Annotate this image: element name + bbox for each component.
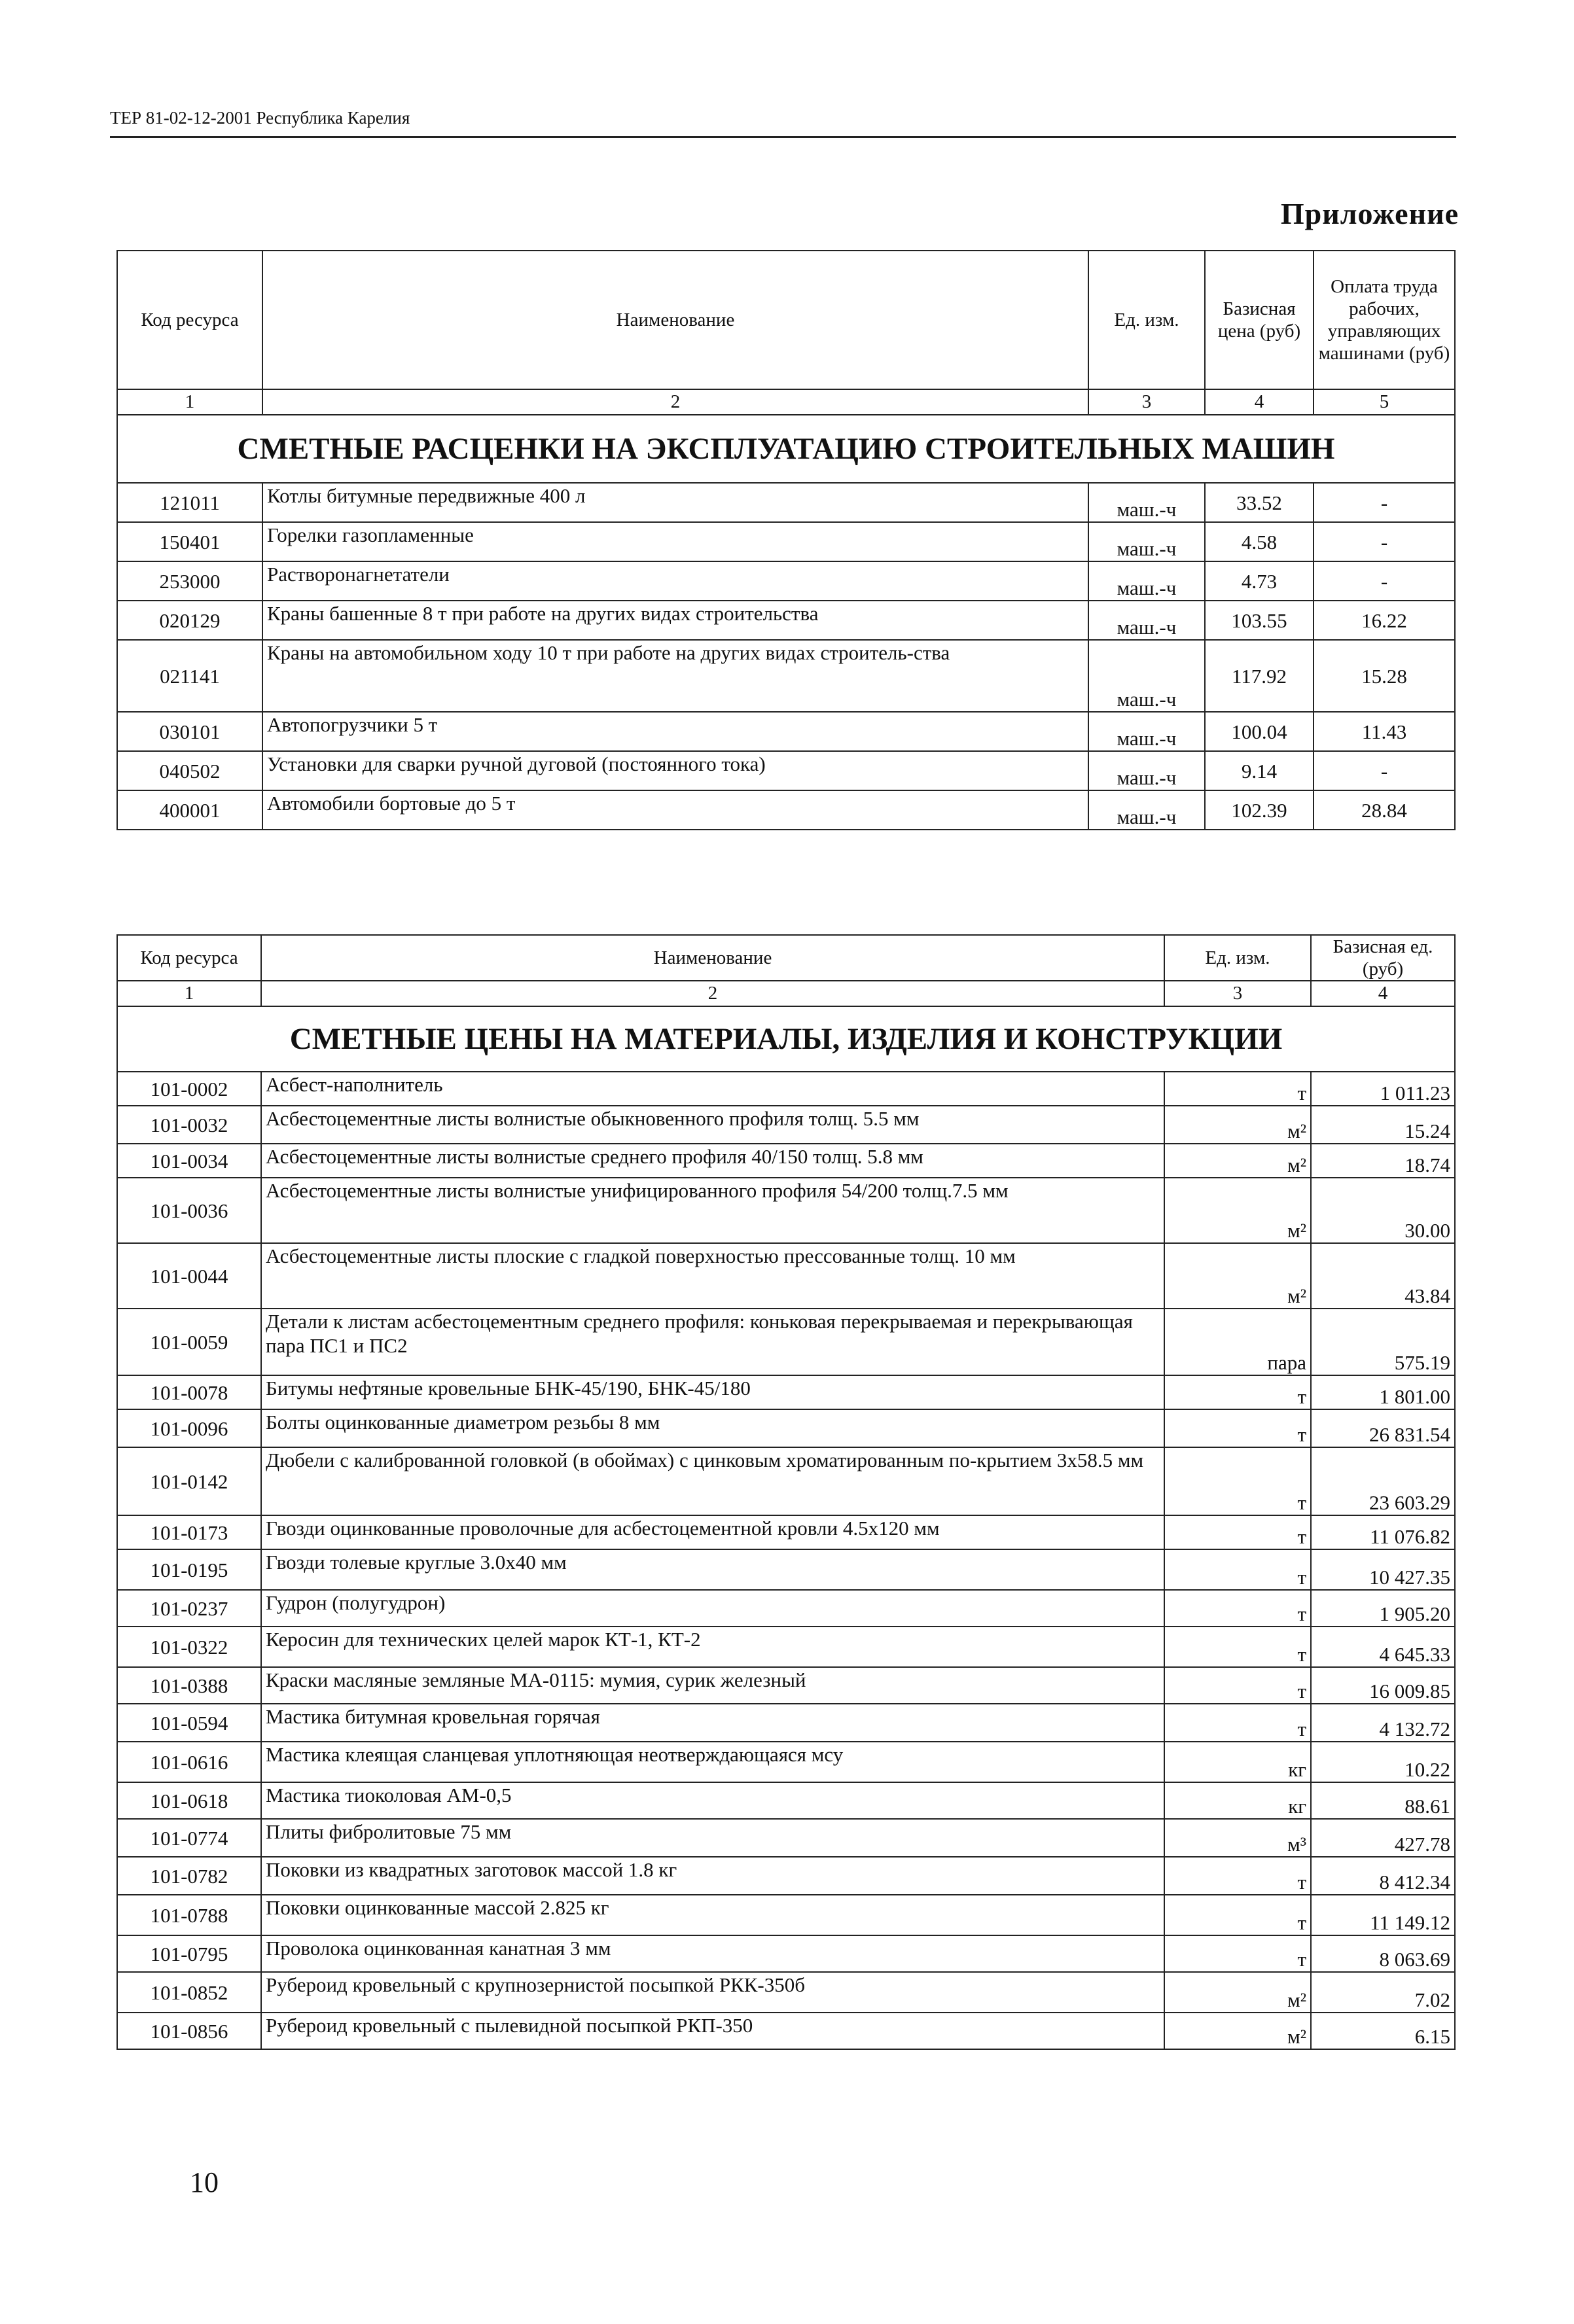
resource-unit: маш.-ч [1088,522,1205,561]
resource-code: 040502 [117,751,262,790]
header-unit: Ед. изм. [1164,935,1311,981]
material-unit: т [1164,1627,1311,1667]
table-row [117,1144,1455,1178]
material-price: 43.84 [1311,1243,1455,1309]
material-name: Мастика тиоколовая АМ-0,5 [261,1782,1164,1819]
header-price: Базисная цена (руб) [1205,251,1314,389]
machines-column-numbers [117,389,1455,415]
resource-name: Краны на автомобильном ходу 10 т при работе на других видах строитель-ства [262,640,1088,712]
material-name: Гвозди оцинкованные проволочные для асбестоцементной кровли 4.5х120 мм [261,1515,1164,1549]
material-name: Поковки из квадратных заготовок массой 1.8 кг [261,1857,1164,1895]
col-number: 4 [1311,981,1455,1006]
material-price: 427.78 [1311,1819,1455,1857]
machines-table [116,250,1456,830]
resource-wage: - [1314,561,1455,601]
material-code: 101-0782 [117,1857,261,1895]
resource-price: 100.04 [1205,712,1314,751]
material-price: 26 831.54 [1311,1409,1455,1447]
material-unit: м² [1164,1972,1311,2013]
table-row [117,1819,1455,1857]
material-unit: т [1164,1072,1311,1106]
material-name: Плиты фибролитовые 75 мм [261,1819,1164,1857]
resource-unit: маш.-ч [1088,601,1205,640]
material-unit: пара [1164,1309,1311,1375]
resource-code: 150401 [117,522,262,561]
resource-price: 4.73 [1205,561,1314,601]
table-row [117,1627,1455,1667]
material-code: 101-0237 [117,1590,261,1627]
material-code: 101-0795 [117,1935,261,1972]
material-price: 10.22 [1311,1742,1455,1782]
material-name: Рубероид кровельный с пылевидной посыпкой РКП-350 [261,2013,1164,2049]
col-number: 3 [1088,389,1205,415]
section-title: СМЕТНЫЕ ЦЕНЫ НА МАТЕРИАЛЫ, ИЗДЕЛИЯ И КОНСТРУКЦИИ [117,1006,1455,1072]
table-row [117,1409,1455,1447]
resource-name: Котлы битумные передвижные 400 л [262,483,1088,522]
material-code: 101-0594 [117,1704,261,1742]
col-number: 2 [261,981,1164,1006]
material-code: 101-0616 [117,1742,261,1782]
table-row [117,1667,1455,1704]
materials-table [116,934,1456,2050]
resource-price: 9.14 [1205,751,1314,790]
table-row [117,1375,1455,1409]
material-unit: т [1164,1409,1311,1447]
material-name: Асбестоцементные листы волнистые унифицированного профиля 54/200 толщ.7.5 мм [261,1178,1164,1243]
materials-section-row [117,1006,1455,1072]
resource-code: 400001 [117,790,262,830]
resource-wage: - [1314,483,1455,522]
material-unit: т [1164,1549,1311,1590]
table-row [117,1857,1455,1895]
material-code: 101-0044 [117,1243,261,1309]
material-price: 18.74 [1311,1144,1455,1178]
table-row [117,712,1455,751]
resource-name: Горелки газопламенные [262,522,1088,561]
col-number: 2 [262,389,1088,415]
table-row [117,1072,1455,1106]
material-price: 6.15 [1311,2013,1455,2049]
material-unit: т [1164,1515,1311,1549]
material-name: Дюбели с калиброванной головкой (в обоймах) с цинковым хроматированным по-крытием 3х58.5 мм [261,1447,1164,1515]
table-row [117,2013,1455,2049]
resource-unit: маш.-ч [1088,790,1205,830]
resource-price: 33.52 [1205,483,1314,522]
material-price: 11 076.82 [1311,1515,1455,1549]
resource-wage: - [1314,751,1455,790]
resource-name: Автомобили бортовые до 5 т [262,790,1088,830]
table-row [117,561,1455,601]
col-number: 3 [1164,981,1311,1006]
material-name: Детали к листам асбестоцементным среднего профиля: коньковая перекрываемая и перекрывающая пара ПС1 и ПС2 [261,1309,1164,1375]
table-row [117,640,1455,712]
resource-code: 253000 [117,561,262,601]
material-unit: м² [1164,1178,1311,1243]
section-title: СМЕТНЫЕ РАСЦЕНКИ НА ЭКСПЛУАТАЦИЮ СТРОИТЕЛЬНЫХ МАШИН [117,415,1455,483]
material-name: Проволока оцинкованная канатная 3 мм [261,1935,1164,1972]
table-row [117,790,1455,830]
material-name: Рубероид кровельный с крупнозернистой посыпкой РКК-350б [261,1972,1164,2013]
table-row [117,1895,1455,1935]
material-name: Асбестоцементные листы плоские с гладкой поверхностью прессованные толщ. 10 мм [261,1243,1164,1309]
resource-code: 030101 [117,712,262,751]
material-unit: кг [1164,1742,1311,1782]
material-code: 101-0856 [117,2013,261,2049]
material-unit: м² [1164,1144,1311,1178]
material-price: 30.00 [1311,1178,1455,1243]
material-price: 1 011.23 [1311,1072,1455,1106]
material-code: 101-0173 [117,1515,261,1549]
material-name: Мастика клеящая сланцевая уплотняющая неотверждающаяся мсу [261,1742,1164,1782]
material-price: 7.02 [1311,1972,1455,2013]
material-unit: м² [1164,1106,1311,1144]
resource-price: 102.39 [1205,790,1314,830]
table-row [117,1590,1455,1627]
appendix-heading: Приложение [1280,197,1459,230]
material-price: 575.19 [1311,1309,1455,1375]
material-unit: т [1164,1935,1311,1972]
materials-column-numbers [117,981,1455,1006]
material-unit: т [1164,1895,1311,1935]
material-unit: т [1164,1704,1311,1742]
material-price: 8 063.69 [1311,1935,1455,1972]
table-row [117,751,1455,790]
materials-header-row [117,935,1455,981]
material-name: Асбест-наполнитель [261,1072,1164,1106]
material-code: 101-0852 [117,1972,261,2013]
material-unit: т [1164,1590,1311,1627]
table-row [117,1782,1455,1819]
material-unit: кг [1164,1782,1311,1819]
resource-wage: 28.84 [1314,790,1455,830]
material-name: Гвозди толевые круглые 3.0х40 мм [261,1549,1164,1590]
header-name: Наименование [261,935,1164,981]
material-name: Гудрон (полугудрон) [261,1590,1164,1627]
material-unit: т [1164,1447,1311,1515]
resource-code: 021141 [117,640,262,712]
resource-unit: маш.-ч [1088,751,1205,790]
material-unit: м³ [1164,1819,1311,1857]
resource-code: 020129 [117,601,262,640]
table-row [117,483,1455,522]
resource-wage: - [1314,522,1455,561]
table-row [117,601,1455,640]
table-row [117,1742,1455,1782]
material-price: 11 149.12 [1311,1895,1455,1935]
page-number: 10 [190,2166,219,2198]
material-code: 101-0618 [117,1782,261,1819]
material-price: 88.61 [1311,1782,1455,1819]
col-number: 1 [117,389,262,415]
resource-wage: 16.22 [1314,601,1455,640]
material-code: 101-0036 [117,1178,261,1243]
material-unit: м² [1164,1243,1311,1309]
material-price: 16 009.85 [1311,1667,1455,1704]
material-code: 101-0142 [117,1447,261,1515]
col-number: 4 [1205,389,1314,415]
machines-header-row [117,251,1455,389]
material-code: 101-0059 [117,1309,261,1375]
material-unit: т [1164,1375,1311,1409]
material-name: Болты оцинкованные диаметром резьбы 8 мм [261,1409,1164,1447]
material-name: Поковки оцинкованные массой 2.825 кг [261,1895,1164,1935]
material-price: 8 412.34 [1311,1857,1455,1895]
header-name: Наименование [262,251,1088,389]
material-price: 10 427.35 [1311,1549,1455,1590]
resource-name: Растворонагнетатели [262,561,1088,601]
material-name: Мастика битумная кровельная горячая [261,1704,1164,1742]
table-row [117,1447,1455,1515]
material-code: 101-0774 [117,1819,261,1857]
material-code: 101-0078 [117,1375,261,1409]
material-price: 4 132.72 [1311,1704,1455,1742]
material-price: 4 645.33 [1311,1627,1455,1667]
table-row [117,1515,1455,1549]
material-code: 101-0002 [117,1072,261,1106]
table-row [117,1972,1455,2013]
resource-unit: маш.-ч [1088,712,1205,751]
material-code: 101-0195 [117,1549,261,1590]
header-code: Код ресурса [117,935,261,981]
machines-section-row [117,415,1455,483]
table-row [117,1243,1455,1309]
resource-code: 121011 [117,483,262,522]
material-unit: м² [1164,2013,1311,2049]
table-row [117,1178,1455,1243]
resource-unit: маш.-ч [1088,483,1205,522]
material-price: 1 905.20 [1311,1590,1455,1627]
header-code: Код ресурса [117,251,262,389]
resource-price: 103.55 [1205,601,1314,640]
col-number: 1 [117,981,261,1006]
resource-name: Автопогрузчики 5 т [262,712,1088,751]
resource-name: Установки для сварки ручной дуговой (постоянного тока) [262,751,1088,790]
header-price: Базисная ед. (руб) [1311,935,1455,981]
material-name: Краски масляные земляные МА-0115: мумия, сурик железный [261,1667,1164,1704]
material-price: 23 603.29 [1311,1447,1455,1515]
material-unit: т [1164,1857,1311,1895]
material-unit: т [1164,1667,1311,1704]
resource-name: Краны башенные 8 т при работе на других видах строительства [262,601,1088,640]
resource-wage: 11.43 [1314,712,1455,751]
table-row [117,1935,1455,1972]
material-name: Асбестоцементные листы волнистые обыкновенного профиля толщ. 5.5 мм [261,1106,1164,1144]
table-row [117,1549,1455,1590]
resource-unit: маш.-ч [1088,640,1205,712]
col-number: 5 [1314,389,1455,415]
table-row [117,1106,1455,1144]
material-name: Керосин для технических целей марок КТ-1, КТ-2 [261,1627,1164,1667]
header-divider [110,136,1456,138]
material-name: Битумы нефтяные кровельные БНК-45/190, БНК-45/180 [261,1375,1164,1409]
resource-price: 4.58 [1205,522,1314,561]
document-title: ТЕР 81-02-12-2001 Республика Карелия [110,108,410,128]
header-unit: Ед. изм. [1088,251,1205,389]
table-row [117,522,1455,561]
material-code: 101-0096 [117,1409,261,1447]
material-name: Асбестоцементные листы волнистые среднего профиля 40/150 толщ. 5.8 мм [261,1144,1164,1178]
material-code: 101-0788 [117,1895,261,1935]
resource-price: 117.92 [1205,640,1314,712]
material-code: 101-0388 [117,1667,261,1704]
header-wage: Оплата труда рабочих, управляющих машинами (руб) [1314,251,1455,389]
resource-unit: маш.-ч [1088,561,1205,601]
table-row [117,1704,1455,1742]
material-price: 1 801.00 [1311,1375,1455,1409]
material-code: 101-0322 [117,1627,261,1667]
resource-wage: 15.28 [1314,640,1455,712]
table-row [117,1309,1455,1375]
material-code: 101-0032 [117,1106,261,1144]
material-price: 15.24 [1311,1106,1455,1144]
material-code: 101-0034 [117,1144,261,1178]
